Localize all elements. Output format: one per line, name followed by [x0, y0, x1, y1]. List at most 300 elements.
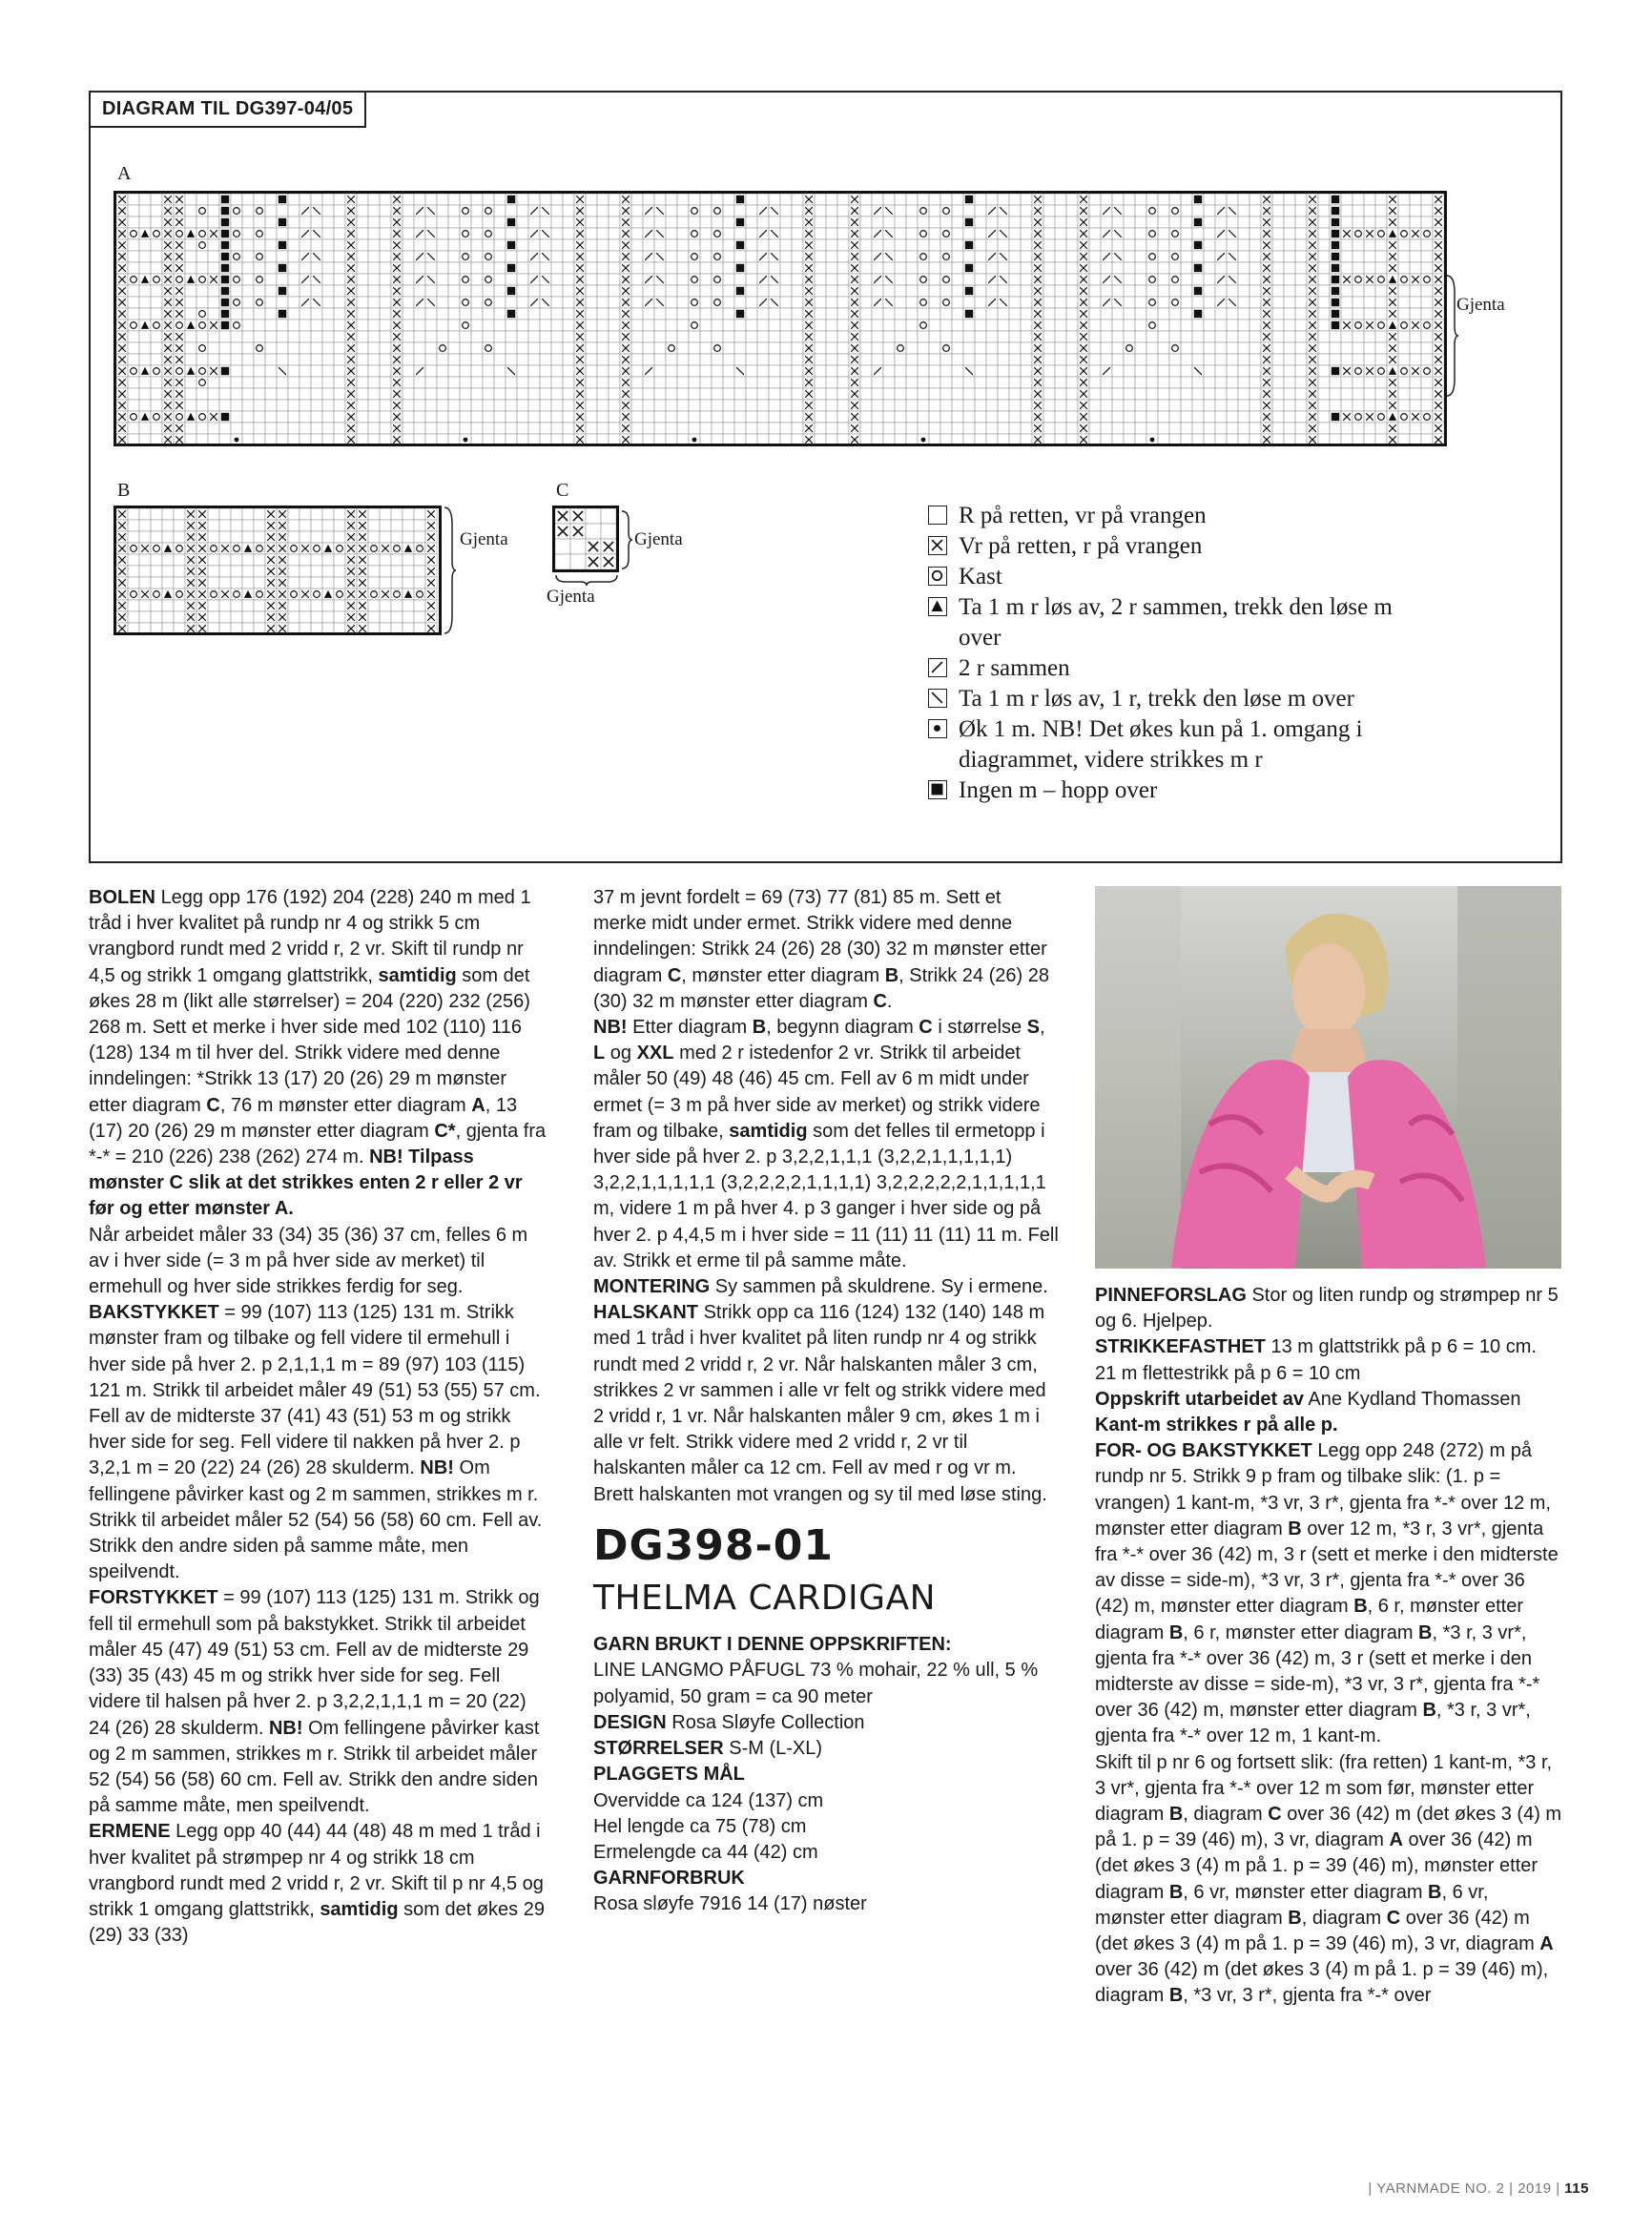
grid-cell [609, 423, 620, 434]
design-text: Rosa Sløyfe Collection [671, 1711, 865, 1733]
grid-cell [986, 239, 998, 251]
grid-cell [952, 331, 963, 342]
grid-cell [1101, 308, 1112, 320]
grid-cell [414, 217, 425, 228]
grid-cell [403, 320, 414, 331]
grid-cell [918, 251, 929, 262]
stitch-symbol [221, 321, 229, 329]
grid-cell [162, 566, 174, 577]
grid-cell [746, 411, 757, 423]
grid-cell [1249, 331, 1261, 342]
grid-cell [643, 320, 654, 331]
grid-cell [1204, 217, 1215, 228]
grid-cell [128, 577, 139, 589]
grid-cell [288, 251, 299, 262]
grid-cell [975, 331, 986, 342]
grid-cell [563, 217, 574, 228]
grid-cell [986, 388, 998, 400]
page-footer: | YARNMADE NO. 2 | 2019 | 115 [1368, 2180, 1589, 2197]
grid-cell [643, 308, 654, 320]
grid-cell [208, 623, 219, 632]
grid-cell [1112, 239, 1124, 251]
grid-cell [1215, 342, 1227, 354]
grid-cell [403, 217, 414, 228]
grid-cell [1227, 354, 1238, 365]
grid-cell [242, 297, 254, 308]
grid-cell [151, 508, 162, 520]
grid-cell [1284, 365, 1295, 377]
grid-cell [895, 411, 906, 423]
grid-cell [551, 365, 563, 377]
grid-cell [174, 531, 185, 543]
grid-cell [1330, 400, 1341, 411]
grid-cell [128, 297, 139, 308]
grid-cell [368, 239, 380, 251]
diagram-ref: B [1418, 1622, 1433, 1643]
grid-cell [1204, 205, 1215, 217]
grid-cell [574, 434, 586, 444]
grid-cell [1066, 297, 1078, 308]
grid-cell [723, 251, 734, 262]
grid-cell [380, 297, 391, 308]
grid-cell [1284, 342, 1295, 354]
legend-item [928, 531, 1397, 562]
grid-cell [792, 434, 803, 444]
grid-cell [311, 543, 322, 554]
grid-cell [334, 217, 345, 228]
grid-cell [391, 520, 403, 531]
grid-cell [311, 520, 322, 531]
grid-cell [311, 423, 322, 434]
body-text-16: , *3 vr, 3 r*, gjenta fra *-* over [1183, 1985, 1432, 2007]
grid-cell [940, 411, 952, 423]
grid-cell [151, 577, 162, 589]
grid-cell [460, 194, 471, 205]
grid-cell [1009, 423, 1021, 434]
grid-cell [1158, 251, 1169, 262]
grid-cell [826, 423, 837, 434]
grid-cell [1055, 228, 1066, 239]
garn-heading: GARN BRUKT I DENNE OPPSKRIFTEN: [593, 1634, 952, 1656]
grid-cell [174, 508, 185, 520]
grid-cell [643, 342, 654, 354]
grid-cell [357, 354, 368, 365]
grid-cell [219, 342, 231, 354]
grid-cell [975, 274, 986, 285]
grid-cell [322, 400, 334, 411]
grid-cell [196, 297, 208, 308]
grid-cell [1204, 320, 1215, 331]
grid-cell [1227, 239, 1238, 251]
grid-cell [334, 342, 345, 354]
grid-cell [1341, 308, 1353, 320]
grid-cell [986, 320, 998, 331]
grid-cell [998, 320, 1009, 331]
grid-cell [1341, 251, 1353, 262]
grid-cell [677, 423, 689, 434]
grid-cell [963, 331, 975, 342]
grid-cell [334, 400, 345, 411]
grid-cell [1066, 331, 1078, 342]
grid-cell [815, 239, 826, 251]
grid-cell [357, 262, 368, 274]
grid-cell [1066, 262, 1078, 274]
grid-cell [609, 251, 620, 262]
grid-cell [1249, 342, 1261, 354]
grid-cell [723, 308, 734, 320]
grid-cell [689, 400, 700, 411]
grid-cell [723, 228, 734, 239]
grid-cell [689, 251, 700, 262]
grid-cell [151, 342, 162, 354]
grid-cell [1398, 285, 1410, 297]
grid-cell [425, 320, 437, 331]
grid-cell [1421, 262, 1433, 274]
grid-cell [357, 285, 368, 297]
grid-cell [368, 308, 380, 320]
grid-cell [975, 377, 986, 388]
grid-cell [334, 434, 345, 444]
grid-cell [1421, 217, 1433, 228]
grid-cell [1227, 411, 1238, 423]
grid-cell [380, 228, 391, 239]
grid-cell [357, 205, 368, 217]
grid-cell [746, 285, 757, 297]
grid-cell [151, 239, 162, 251]
grid-cell [471, 377, 483, 388]
stitch-symbol [1332, 276, 1339, 283]
grid-cell [506, 228, 517, 239]
grid-cell [1043, 365, 1055, 377]
grid-cell [242, 577, 254, 589]
grid-cell [1421, 365, 1433, 377]
grid-cell [506, 251, 517, 262]
grid-cell [551, 297, 563, 308]
grid-cell [1410, 251, 1421, 262]
grid-cell [1112, 365, 1124, 377]
grid-cell [471, 194, 483, 205]
grid-cell [1066, 423, 1078, 434]
grid-cell [872, 400, 883, 411]
grid-cell [677, 320, 689, 331]
grid-cell [872, 194, 883, 205]
grid-cell [185, 623, 196, 632]
grid-cell [563, 354, 574, 365]
grid-cell [906, 377, 918, 388]
grid-cell [208, 205, 219, 217]
grid-cell [185, 400, 196, 411]
grid-cell [254, 600, 265, 611]
grid-cell [998, 308, 1009, 320]
grid-cell [311, 217, 322, 228]
grid-cell [1009, 285, 1021, 297]
grid-cell [162, 623, 174, 632]
grid-cell [677, 308, 689, 320]
grid-cell [517, 377, 528, 388]
grid-cell [151, 400, 162, 411]
grid-cell [1284, 228, 1295, 239]
grid-cell [837, 194, 849, 205]
grid-cell [1146, 285, 1158, 297]
grid-cell [563, 285, 574, 297]
grid-cell [1375, 228, 1387, 239]
grid-cell [1055, 377, 1066, 388]
grid-cell [288, 297, 299, 308]
grid-cell [940, 205, 952, 217]
grid-cell [517, 205, 528, 217]
grid-cell [357, 320, 368, 331]
grid-cell [277, 251, 288, 262]
grid-cell [277, 342, 288, 354]
grid-cell [1375, 285, 1387, 297]
grid-cell [826, 217, 837, 228]
grid-cell [1009, 400, 1021, 411]
grid-cell [1181, 205, 1192, 217]
grid-cell [288, 377, 299, 388]
grid-cell [1284, 434, 1295, 444]
grid-cell [631, 228, 643, 239]
grid-cell [1043, 342, 1055, 354]
grid-cell [391, 611, 403, 623]
grid-cell [506, 297, 517, 308]
grid-cell [1146, 228, 1158, 239]
grid-cell [151, 354, 162, 365]
filled-square-icon [928, 780, 947, 799]
grid-cell [1181, 331, 1192, 342]
grid-cell [1021, 320, 1032, 331]
grid-cell [860, 217, 872, 228]
grid-cell [231, 600, 242, 611]
stitch-symbol [507, 218, 515, 226]
ermene-cont-text-6: , begynn diagram [766, 1017, 914, 1039]
grid-cell [986, 423, 998, 434]
grid-cell [872, 320, 883, 331]
grid-cell [1353, 251, 1364, 262]
grid-cell [975, 320, 986, 331]
grid-cell [1055, 365, 1066, 377]
grid-cell [1421, 320, 1433, 331]
grid-cell [277, 274, 288, 285]
body-text-11: , 6 vr, mønster etter diagram [1183, 1881, 1423, 1903]
grid-cell [1181, 262, 1192, 274]
grid-cell [254, 589, 265, 600]
grid-cell [1341, 331, 1353, 342]
grid-cell [494, 423, 506, 434]
gauge-text: 13 m glattstrikk på p 6 = 10 cm. 21 m flettestrikk på p 6 = 10 cm [1095, 1336, 1537, 1384]
grid-cell [334, 600, 345, 611]
grid-cell [128, 228, 139, 239]
grid-cell [299, 194, 311, 205]
grid-cell [631, 251, 643, 262]
grid-cell [1181, 274, 1192, 285]
grid-cell [1410, 285, 1421, 297]
grid-cell [895, 262, 906, 274]
grid-cell [551, 194, 563, 205]
grid-cell [403, 354, 414, 365]
grid-cell [254, 285, 265, 297]
grid-cell [1112, 308, 1124, 320]
grid-cell [792, 217, 803, 228]
grid-cell [368, 320, 380, 331]
grid-cell [437, 423, 448, 434]
grid-cell [151, 434, 162, 444]
grid-cell [570, 539, 586, 554]
grid-cell [254, 566, 265, 577]
diagram-ref: C [667, 964, 682, 986]
grid-cell [906, 239, 918, 251]
grid-cell [242, 308, 254, 320]
grid-cell [460, 400, 471, 411]
diagram-ref: C [919, 1017, 933, 1039]
grid-cell [1375, 262, 1387, 274]
grid-cell [940, 285, 952, 297]
grid-cell [196, 228, 208, 239]
grid-cell [872, 434, 883, 444]
grid-cell [860, 320, 872, 331]
grid-cell [299, 320, 311, 331]
grid-cell [586, 205, 597, 217]
grid-cell [940, 388, 952, 400]
grid-cell [1284, 274, 1295, 285]
grid-cell [677, 400, 689, 411]
grid-cell [1318, 217, 1330, 228]
size-xxl: XXL [636, 1043, 674, 1064]
grid-cell [666, 377, 677, 388]
grid-cell [1272, 308, 1284, 320]
grid-cell [1204, 285, 1215, 297]
grid-cell [689, 217, 700, 228]
grid-cell [151, 543, 162, 554]
grid-cell [460, 274, 471, 285]
grid-cell [1146, 320, 1158, 331]
grid-cell [952, 262, 963, 274]
grid-cell [139, 388, 151, 400]
grid-cell [334, 377, 345, 388]
grid-cell [1135, 285, 1146, 297]
grid-cell [815, 423, 826, 434]
grid-cell [746, 262, 757, 274]
grid-cell [1341, 217, 1353, 228]
grid-cell [448, 342, 460, 354]
grid-cell [1272, 217, 1284, 228]
grid-cell [551, 342, 563, 354]
grid-cell [1192, 274, 1204, 285]
grid-cell [1021, 285, 1032, 297]
grid-cell [1146, 194, 1158, 205]
grid-cell [208, 434, 219, 444]
grid-cell [1066, 365, 1078, 377]
grid-cell [677, 342, 689, 354]
grid-cell [403, 331, 414, 342]
grid-cell [563, 262, 574, 274]
grid-cell [483, 400, 494, 411]
grid-cell [242, 228, 254, 239]
body-section-2 [1095, 1750, 1562, 2010]
grid-cell [1295, 423, 1307, 434]
grid-cell [1272, 194, 1284, 205]
grid-cell [483, 331, 494, 342]
grid-cell [471, 423, 483, 434]
grid-cell [322, 194, 334, 205]
grid-cell [677, 297, 689, 308]
grid-cell [208, 262, 219, 274]
grid-cell [254, 411, 265, 423]
grid-cell [734, 228, 746, 239]
grid-cell [883, 377, 895, 388]
grid-cell [540, 411, 551, 423]
grid-cell [952, 217, 963, 228]
grid-cell [311, 434, 322, 444]
grid-cell [1204, 239, 1215, 251]
grid-cell [494, 365, 506, 377]
grid-cell [219, 508, 231, 520]
grid-cell [242, 508, 254, 520]
grid-cell [1421, 434, 1433, 444]
grid-cell [918, 285, 929, 297]
grid-cell [1284, 285, 1295, 297]
grid-cell [1181, 239, 1192, 251]
grid-cell [128, 342, 139, 354]
grid-cell [288, 217, 299, 228]
grid-cell [208, 600, 219, 611]
grid-cell [311, 194, 322, 205]
grid-cell [174, 411, 185, 423]
grid-cell [918, 262, 929, 274]
grid-cell [162, 611, 174, 623]
grid-cell [1353, 228, 1364, 239]
grid-cell [1410, 217, 1421, 228]
grid-cell [242, 251, 254, 262]
grid-cell [471, 354, 483, 365]
grid-cell [1215, 388, 1227, 400]
grid-cell [689, 320, 700, 331]
grid-cell [1272, 434, 1284, 444]
grid-cell [837, 423, 849, 434]
dot-square-icon [928, 719, 947, 738]
grid-cell [265, 262, 277, 274]
grid-cell [1410, 434, 1421, 444]
grid-cell [1375, 251, 1387, 262]
grid-cell [242, 331, 254, 342]
grid-cell [494, 434, 506, 444]
grid-cell [1146, 342, 1158, 354]
grid-cell [265, 377, 277, 388]
grid-cell [517, 308, 528, 320]
grid-cell [288, 520, 299, 531]
grid-cell [1375, 354, 1387, 365]
grid-cell [471, 411, 483, 423]
grid-cell [380, 400, 391, 411]
legend-item [928, 775, 1397, 806]
grid-cell [792, 331, 803, 342]
stitch-symbol [279, 264, 286, 272]
grid-cell [265, 297, 277, 308]
grid-cell [288, 388, 299, 400]
grid-cell [483, 308, 494, 320]
grid-cell [368, 423, 380, 434]
grid-cell [299, 331, 311, 342]
grid-cell [1421, 388, 1433, 400]
grid-cell [1375, 342, 1387, 354]
body-text-3: , 6 r, mønster etter diagram [1095, 1596, 1524, 1643]
grid-cell [403, 388, 414, 400]
grid-cell [723, 285, 734, 297]
grid-cell [1112, 388, 1124, 400]
grid-cell [883, 434, 895, 444]
grid-cell [540, 285, 551, 297]
grid-cell [219, 623, 231, 632]
grid-cell [414, 411, 425, 423]
